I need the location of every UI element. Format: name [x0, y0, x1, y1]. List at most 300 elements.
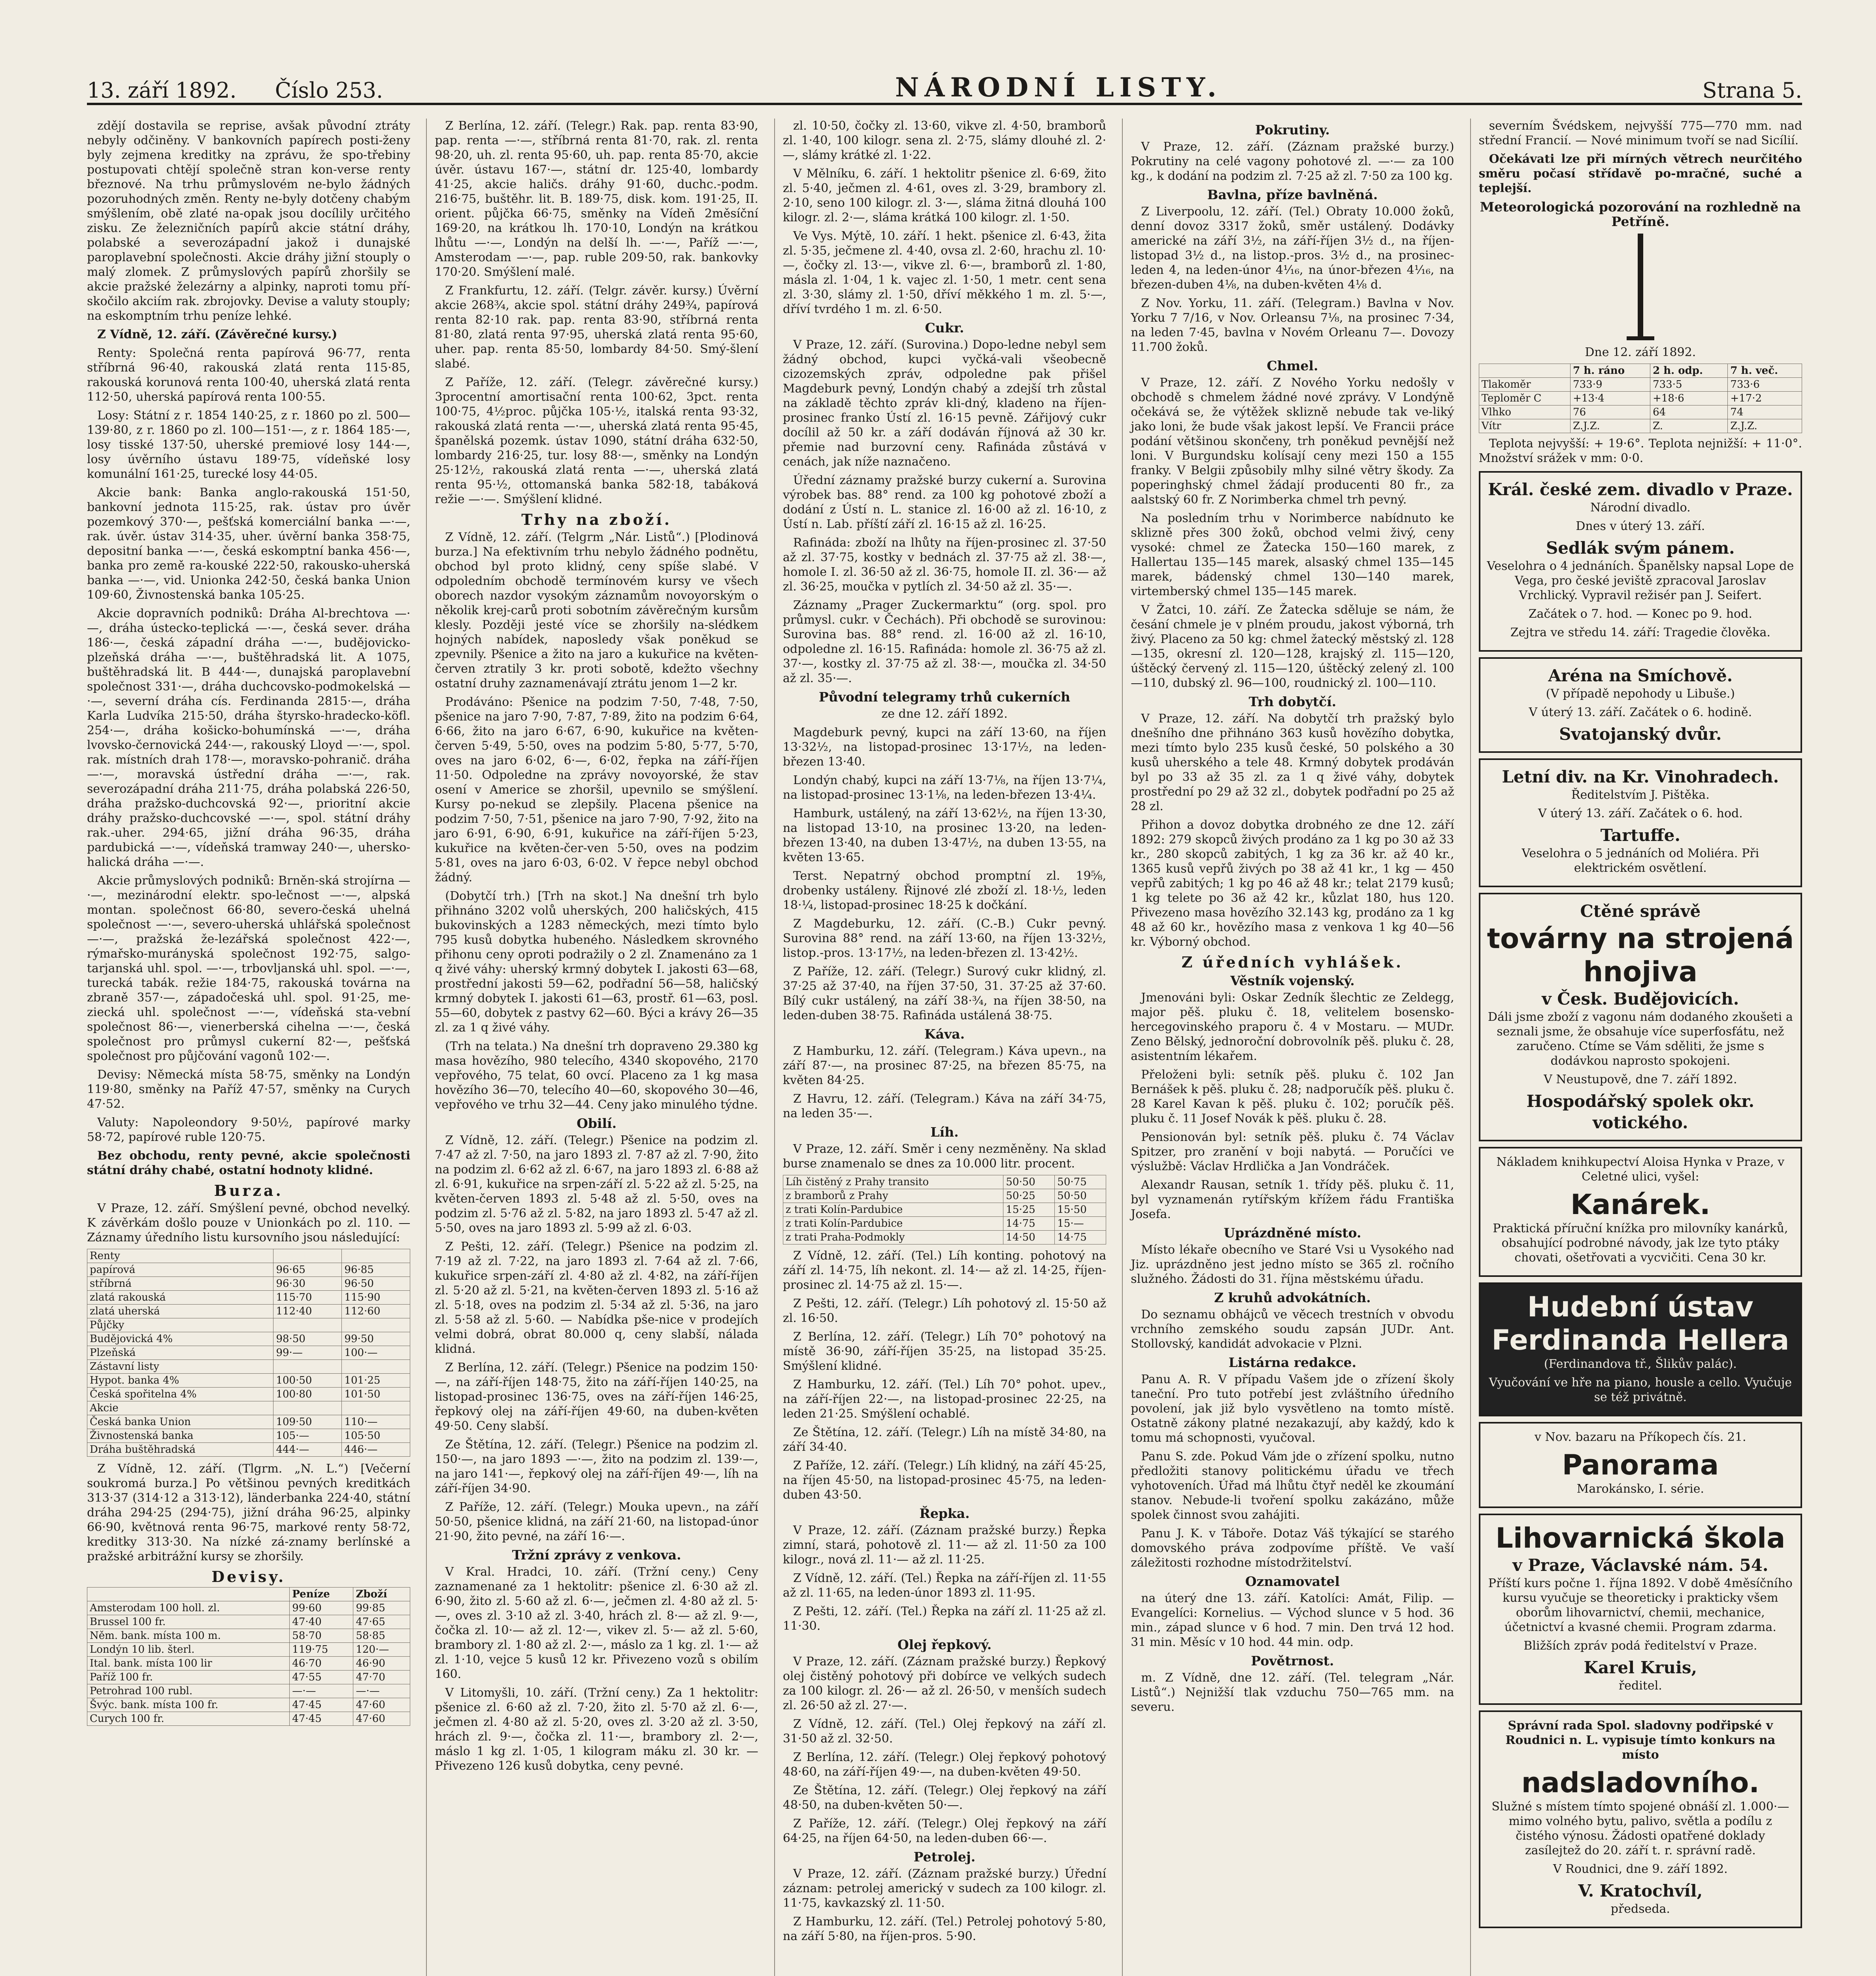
table-row	[87, 1360, 410, 1374]
stock-rates-body	[87, 1249, 410, 1457]
article-paragraph: Renty: Společná renta papírová 96·77, renta stříbrná 96·40, rakouská zlatá renta 115·85, rakouská korunová renta 100·40, uherská zlatá renta 112·50, uherská papírová renta 100·55.	[87, 346, 411, 404]
table-cell: 109·50	[273, 1415, 342, 1429]
article-paragraph: Z Vídně, 12. září. (Tel.) Řepka na září-říjen zl. 11·55 až zl. 11·65, na leden-únor 1893 zl. 11·95.	[782, 1571, 1107, 1600]
article-paragraph: Do seznamu obhájců ve věcech trestních v obvodu vrchního zemského soudu zapsán JUDr. Ant. Stollovský, kandidát advokacie v Plzni.	[1131, 1308, 1454, 1351]
table-cell: 50·50	[1055, 1189, 1106, 1203]
article-paragraph: Z Vídně, 12. září. (Telgrm „Nár. Listů“.) [Plodinová burza.] Na efektivním trhu nebylo žádného podnětu, obchod byl proto klidný, ceny spíše slabé. V odpoledním obchodě termínovém kursy ve všech oborech nazdor vysokým záznamům novoyorským o několik krej-carů proti sobotním závěrečným kursům klesly. Později jesté více se zhoršily na-slédkem hojných nabídek, naposledy však poněkud se zpevnily. Pšenice a žito na jaro a kukuřice na květen-červen ztratily 3 kr. proti sobotě, kdežto všechny ostatní druhy zaznamenávají ztrátu jenom 1—2 kr.	[435, 530, 758, 690]
devisy-table	[87, 1587, 410, 1726]
table-header-cell: Peníze	[290, 1588, 353, 1601]
table-cell: Budějovická 4%	[87, 1332, 273, 1346]
table-row	[87, 1318, 410, 1332]
ad-vinohrady-theatre	[1479, 758, 1802, 887]
table-cell	[273, 1318, 342, 1332]
table-header-cell: Zboží	[353, 1588, 410, 1601]
article-paragraph: Hamburk, ustálený, na září 13·62½, na říjen 13·30, na listopad 13·10, na prosinec 13·20, na leden-březen 13·40, na duben 13·47½, na duben 13·55, na květen 13·65.	[782, 807, 1107, 864]
table-cell: Teploměr C	[1479, 392, 1570, 405]
article-paragraph: severním Švédskem, nejvyšší 775—770 mm. nad střední Francií. — Nové minimum tvoří se nad Sicílií.	[1478, 119, 1802, 147]
weather-table	[1479, 364, 1802, 433]
article-paragraph: V Praze, 12. září. Směr i ceny nezměněny. Na sklad burse znamenalo se dnes za 10.000 litr. procent.	[782, 1142, 1107, 1171]
article-paragraph: Z Vídně, 12. září. (Závěrečné kursy.)	[97, 328, 337, 341]
issue-number: Číslo 253.	[275, 78, 383, 103]
article-paragraph: Alexandr Rausan, setník 1. třídy pěš. pluku č. 11, byl vyznamenán rytířským křížem řádu Františka Josefa.	[1131, 1178, 1454, 1221]
article-paragraph: Panu J. K. v Táboře. Dotaz Váš týkající se starého domovského práva zodpovíme příště. Ve vaší záležitosti rozhodne místodržitelství.	[1131, 1527, 1454, 1570]
ad-text: Praktická příruční knížka pro milovníky kanárků, obsahující podrobné návody, jak lze tyto ptáky chovati, ošetřovati a vycvičiti. Cena 30 kr.	[1493, 1222, 1788, 1265]
table-row	[87, 1415, 410, 1429]
table-cell: Česká banka Union	[87, 1415, 273, 1429]
article-paragraph: Valuty: Napoleondory 9·50½, papírové marky 58·72, papírové ruble 120·75.	[87, 1116, 411, 1144]
article-paragraph: (Dobytčí trh.) [Trh na skot.] Na dnešní trh bylo přihnáno 3202 volů uherských, 200 haličských, 415 bukovinských a 1283 německých, mezi tímto bylo 795 kusů dobytka hubeného. Následkem skrovného přihonu ceny oproti podražily o 2 zl. Znamenáno za 1 q živé váhy: uherský krmný dobytek I. jakosti 63—68, prostřední jakosti 59—62, podřadní 56—58, haličský krmný dobytek I. jakosti 61—63, prostř. 61—63, posl. 55—60, dobytek z pastvy 62—60. Býci a krávy 26—35 zl. za 1 q živé váhy.	[435, 889, 758, 1035]
table-cell: 99·85	[353, 1601, 410, 1615]
ad-headline: Aréna na Smíchově.	[1548, 666, 1733, 685]
article-paragraph: Panu A. R. V případu Vašem jde o zřízení školy taneční. Pro tuto potřebí jest zvláštního úředního povolení, jak již bylo vysvětleno na tomto místě. Ostatně zákony platné nezakazují, aby každý, kdo k tomu má schopnosti, vyučoval.	[1131, 1373, 1454, 1445]
ad-text: (Ferdinandova tř., Šlikův palác).	[1544, 1357, 1737, 1371]
ad-text: V Roudnici, dne 9. září 1892.	[1553, 1862, 1728, 1876]
table-cell	[273, 1360, 342, 1374]
masthead	[87, 67, 1802, 105]
ad-fertilizer-factory	[1479, 893, 1802, 1141]
article-paragraph: m. Z Vídně, dne 12. září. (Tel. telegram „Nár. Listů“.) Nejnižší tlak vzduchu 750—765 mm. na severu.	[1131, 1671, 1454, 1714]
table-row	[1479, 405, 1802, 419]
ad-text: V úterý 13. září. Začátek o 6. hodině.	[1529, 705, 1752, 719]
table-cell	[342, 1318, 410, 1332]
table-cell: Vlhko	[1479, 405, 1570, 419]
article-paragraph: V Litomyšli, 10. září. (Tržní ceny.) Za 1 hektolitr: pšenice zl. 6·60 až zl. 7·20, žito zl. 5·70 až zl. 6·—, ječmen zl. 4·80 až zl. 5·20, oves zl. 3·20 až zl. 3·50, hrách zl. 9·—, čočka zl. 11·—, brambory zl. 2·—, máslo 1 kg zl. 1·05, 1 kilogram máku zl. 30 kr. — Přivezeno 126 kusů dobytka, ceny pevné.	[435, 1686, 758, 1773]
ad-text: v Nov. bazaru na Příkopech čís. 21.	[1535, 1430, 1746, 1444]
table-row	[87, 1443, 410, 1457]
article-paragraph: Jmenováni byli: Oskar Zedník šlechtic ze Zeldegg, major pěš. pluku č. 18, velitelem bosensko-hercegovinského praporu č. 4 v Mostaru. — MUDr. Zeno Bělský, jednoroční dobrovolník pěš. pluku č. 28, asistentním lékařem.	[1131, 991, 1454, 1063]
article-paragraph: Z Paříže, 12. září. (Telegr.) Líh klidný, na září 45·25, na říjen 45·50, na listopad-prosinec 45·75, na leden-duben 43·50.	[782, 1459, 1107, 1502]
table-cell: +13·4	[1571, 392, 1650, 405]
table-cell: 76	[1571, 405, 1650, 419]
table-cell	[342, 1401, 410, 1415]
table-cell: 101·50	[342, 1388, 410, 1401]
table-row	[87, 1305, 410, 1318]
table-row	[87, 1277, 410, 1291]
subsection-heading: Tržní zprávy z venkova.	[512, 1547, 681, 1563]
ad-headline: Letní div. na Kr. Vinohradech.	[1502, 767, 1779, 786]
table-cell: z trati Praha-Podmokly	[783, 1231, 1003, 1244]
table-cell: Švýc. bank. místa 100 fr.	[87, 1698, 290, 1712]
ad-headline-large: továrny na strojená hnojiva	[1487, 922, 1794, 988]
table-row	[1479, 392, 1802, 405]
table-row	[87, 1601, 410, 1615]
table-cell: 100·—	[342, 1346, 410, 1360]
table-row	[87, 1249, 410, 1263]
table-cell: 47·60	[353, 1712, 410, 1726]
ad-text: Veselohra o 4 jednáních. Španělsky napsal Lope de Vega, pro české jeviště zpracoval Jaroslav Vrchlický. Vypravil režisér pan J. Seifert.	[1487, 559, 1794, 602]
table-row	[87, 1401, 410, 1415]
subsection-heading: Povětrnost.	[1251, 1653, 1334, 1669]
ad-text: V Neustupově, dne 7. září 1892.	[1544, 1073, 1737, 1086]
subsection-heading: Káva.	[924, 1026, 965, 1042]
ad-text: Dnes v úterý 13. září.	[1576, 519, 1705, 533]
article-paragraph: V Mělníku, 6. září. 1 hektolitr pšenice zl. 6·69, žito zl. 5·40, ječmen zl. 4·61, oves zl. 3·29, brambory zl. 2·10, seno 100 kilogr. zl. 3·—, sláma žitná dlouhá 100 kilogr. zl. 2·—, sláma krátká 100 kilogr. zl. 1·50.	[782, 167, 1107, 224]
table-cell: stříbrná	[87, 1277, 273, 1291]
table-cell: Z.	[1650, 419, 1728, 433]
table-cell	[342, 1249, 410, 1263]
article-paragraph: Z Hamburku, 12. září. (Tel.) Petrolej pohotový 5·80, na září 5·80, na říjen-pros. 5·90.	[782, 1915, 1107, 1943]
article-paragraph: Losy: Státní z r. 1854 140·25, z r. 1860 po zl. 500—139·80, z r. 1860 po zl. 100—151·—, z r. 1864 185·—, losy tisské 137·50, uherské premiové losy 144·—, losy úvěrního ústavu 189·75, vídeňské losy komunální 161·25, turecké losy 44·05.	[87, 409, 411, 481]
subsection-heading: Z kruhů advokátních.	[1214, 1290, 1371, 1305]
ad-panorama	[1479, 1422, 1802, 1508]
table-row	[87, 1643, 410, 1657]
table-row	[87, 1388, 410, 1401]
ad-play-title: Svatojanský dvůr.	[1559, 724, 1722, 744]
table-cell: 733·6	[1728, 378, 1802, 392]
subsection-heading: Řepka.	[919, 1506, 970, 1521]
table-cell: 47·55	[290, 1671, 353, 1684]
section-heading: Trhy na zboží.	[521, 511, 672, 528]
table-cell: 101·25	[342, 1374, 410, 1388]
table-cell	[273, 1249, 342, 1263]
ad-subtitle: v Česk. Budějovicích.	[1542, 989, 1739, 1009]
article-dateline: ze dne 12. září 1892.	[881, 707, 1008, 721]
ad-music-institute	[1479, 1282, 1802, 1416]
subsection-heading: Olej řepkový.	[897, 1637, 992, 1652]
table-header-row	[87, 1588, 410, 1601]
table-cell: 105·50	[342, 1429, 410, 1443]
table-row	[783, 1189, 1106, 1203]
table-row	[87, 1712, 410, 1726]
column-4	[1122, 119, 1454, 1976]
table-row	[783, 1217, 1106, 1231]
table-cell: 15·—	[1055, 1217, 1106, 1231]
article-paragraph: Z Pešti, 12. září. (Tel.) Řepka na září zl. 11·25 až zl. 11·30.	[782, 1605, 1107, 1633]
article-paragraph: Londýn chabý, kupci na září 13·7⅛, na říjen 13·7¼, na listopad-prosinec 13·1⅛, na leden-březen 13·4¼.	[782, 773, 1107, 802]
table-cell: 98·50	[273, 1332, 342, 1346]
table-cell: 47·40	[290, 1615, 353, 1629]
subsection-heading: Listárna redakce.	[1228, 1355, 1357, 1370]
article-paragraph: Z Frankfurtu, 12. září. (Telgr. závěr. kursy.) Úvěrní akcie 268¾, akcie spol. státní dráhy 249¾, papírová renta 82·10 rak. pap. renta 83·90, stříbrná renta 81·80, zlatá renta 97·95, uherská zlatá renta 95·60, uher. pap. renta 85·50, lombardy 84·50. Smý-šlení slabé.	[435, 284, 758, 371]
ad-text: Ředitelstvím J. Pištěka.	[1571, 788, 1710, 802]
article-paragraph: Z Pešti, 12. září. (Telegr.) Pšenice na podzim zl. 7·19 až zl. 7·22, na jaro 1893 zl. 7·64 až zl. 7·66, kukuřice srpen-září zl. 4·80 až zl. 4·82, na září-říjen zl. 5·20 až zl. 5·21, na květen-červen 1893 zl. 5·16 až zl. 5·18, oves na podzim zl. 5·34 až zl. 5·36, na jaro zl. 5·58 až zl. 5·60. — Nabídka pše-nice v prodejích velmi dobrá, obrat 80.000 q, ceny slabší, nálada klidná.	[435, 1240, 758, 1356]
ad-headline-large: nadsladovního.	[1521, 1767, 1759, 1799]
table-cell: 50·75	[1055, 1175, 1106, 1189]
article-paragraph: V Praze, 12. září. (Záznam pražské burzy.) Úřední záznam: petrolej americký v sudech za 100 kilogr. zl. 11·75, kavkazský zl. 11·50.	[782, 1867, 1107, 1910]
table-cell: 46·70	[290, 1657, 353, 1671]
table-row	[1479, 419, 1802, 433]
column-3	[774, 119, 1106, 1976]
ad-signature: V. Kratochvíl,	[1578, 1881, 1703, 1901]
article-paragraph: V Praze, 12. září. Smýšlení pevné, obchod nevelký. K závěrkám došlo pouze v Unionkách po zl. 110. — Záznamy úředního listu kursovního jsou následující:	[87, 1201, 411, 1244]
table-cell: 733·9	[1571, 378, 1650, 392]
table-cell: Z.J.Z.	[1728, 419, 1802, 433]
article-paragraph: Z Paříže, 12. září. (Telegr.) Mouka upevn., na září 50·50, pšenice klidná, na září 21·60, na listopad-únor 21·90, žito pevné, na září 16·—.	[435, 1500, 758, 1543]
table-cell: 446·—	[342, 1443, 410, 1457]
table-cell: 14·75	[1055, 1231, 1106, 1244]
subsection-heading: Chmel.	[1267, 358, 1318, 373]
ad-text: Vyučování ve hře na piano, housle a cello. Vyučuje se též privátně.	[1489, 1376, 1792, 1404]
table-cell: Amsterodam 100 holl. zl.	[87, 1601, 290, 1615]
column-2	[426, 119, 758, 1976]
table-header-row	[1479, 364, 1802, 378]
ad-malthouse-competition	[1479, 1710, 1802, 1928]
table-cell	[273, 1401, 342, 1415]
spirits-body	[783, 1175, 1106, 1244]
table-row	[87, 1346, 410, 1360]
table-cell: Renty	[87, 1249, 273, 1263]
table-cell: Paříž 100 fr.	[87, 1671, 290, 1684]
article-paragraph: Z Paříže, 12. září. (Telegr.) Surový cukr klidný, zl. 37·25 až 37·40, na říjen 37·50, 31. 37·25 až 37·60. Bílý cukr ustálený, na září 38·¾, na říjen 38·50, na leden-duben 38·75. Rafináda ustálená 38·75.	[782, 965, 1107, 1022]
ad-subtitle: Národní divadlo.	[1590, 501, 1691, 515]
section-heading: Z úředních vyhlášek.	[1181, 953, 1404, 971]
table-cell	[342, 1360, 410, 1374]
ad-text: Bližších zpráv podá ředitelství v Praze.	[1523, 1639, 1757, 1653]
table-row	[87, 1615, 410, 1629]
table-cell: 96·50	[342, 1277, 410, 1291]
ad-text: V úterý 13. září. Začátek o 6. hod.	[1538, 807, 1743, 820]
table-cell: 112·40	[273, 1305, 342, 1318]
table-cell: Ital. bank. místa 100 lir	[87, 1657, 290, 1671]
table-cell: z bramborů z Prahy	[783, 1189, 1003, 1203]
article-paragraph: Na posledním trhu v Norimberce nabídnuto ke sklizně přes 300 žoků, obchod velmi živý, ceny vysoké: chmel ze Žatecka 150—160 marek, z Hallertau 135—145 marek, alsaský chmel 135—145 marek, bádenský chmel 130—140 marek, virtemberský chmel 135—145 marek.	[1131, 511, 1454, 598]
section-heading: Devisy.	[211, 1568, 286, 1586]
subsection-heading: Meteorologická pozorování na rozhledně na Petříně.	[1480, 199, 1801, 229]
article-paragraph: Magdeburk pevný, kupci na září 13·60, na říjen 13·32½, na listopad-prosinec 13·17½, na leden-březen 13·40.	[782, 726, 1107, 769]
subsection-heading: Uprázdněné místo.	[1224, 1225, 1361, 1241]
table-cell: 100·80	[273, 1388, 342, 1401]
table-row	[783, 1231, 1106, 1244]
ad-signature: Karel Kruis,	[1584, 1658, 1697, 1677]
stock-rates-table	[87, 1249, 410, 1457]
ad-text: Nákladem knihkupectví Aloisa Hynka v Praze, v Celetné ulici, vyšel:	[1496, 1155, 1785, 1184]
columns	[87, 119, 1802, 1976]
article-paragraph: Z Vídně, 12. září. (Telegr.) Pšenice na podzim zl. 7·47 až zl. 7·50, na jaro 1893 zl. 7·87 až zl. 7·90, žito na podzim zl. 6·62 až zl. 6·67, na jaro 1893 zl. 6·88 až zl. 6·91, kukuřice na srpen-září zl. 5·22 až zl. 5·25, na květen-červen 1893 zl. 5·48 až zl. 5·50, oves na podzim zl. 5·76 až zl. 5·82, na jaro 1893 zl. 5·47 až zl. 5·50, oves na jaro 1893 zl. 5·99 až zl. 6·03.	[435, 1133, 758, 1235]
ad-kanarek-book	[1479, 1147, 1802, 1277]
ad-text: Dáli jsme zboží z vagonu nám dodaného zkoušeti a seznali jsme, že obsahuje více superfosfátu, než zaručeno. Ctíme se Vám sděliti, že jsme s dodávkou naprosto spokojeni.	[1488, 1010, 1793, 1068]
ad-headline-large: Panorama	[1562, 1449, 1719, 1481]
article-paragraph: Očekávati lze při mírných větrech neurčitého směru počasí střídavě po-mračné, suché a teplejší.	[1478, 152, 1802, 195]
table-cell: 96·65	[273, 1263, 342, 1277]
article-paragraph: Z Vídně, 12. září. (Tlgrm. „N. L.“) [Večerní soukromá burza.] Po většinou pevných kreditkách 313·37 (314·12 a 313·12), länderbanka 224·40, státní dráha 294·25 (294·75), jižní dráha 96·25, alpinky 66·90, květnová renta 96·75, markové renty 58·72, kreditky 313·30. Na nízké zá-znamy berlínské a pražské arbitrážní kursy se zhoršily.	[87, 1462, 411, 1563]
article-paragraph: Úřední záznamy pražské burzy cukerní a. Surovina výrobek bas. 88° rend. za 100 kg pohotové zboží a dodání z Ústí n. L. stanice zl. 16·00 až zl. 16·10, z Ústí n. Lab. příští září zl. 16·15 až zl. 16·25.	[782, 473, 1107, 531]
article-paragraph: Akcie průmyslových podniků: Brněn-ská strojírna —·—, mezinárodní elektr. spo-lečnost —·—, alpská montan. společnost 66·80, severo-česká uhelná společnost —·—, severo-uherská uhlářská společnost —·—, pražská že-lezářská společnost 422·—, rýmařsko-murányská společnost 192·75, salgo-tarjanská uhl. spol. —·—, trbovljanská uhl. spol. —·—, turecká tabák. režie 184·75, rakouská továrna na zbraně 357·—, západočeská uhl. spol. 91·25, me-ziecká uhl. společnost —·—, vídeňská sta-vební společnost 86·—, vienerberská cihelna —·—, česká společnost pro průmysl cukerní 82·—, pešťská společnost pro půjčování vagonů 102·—.	[87, 874, 411, 1063]
article-paragraph: Pensionován byl: setník pěš. pluku č. 74 Václav Spitzer, pro zranění v boji nabytá. — Poručíci ve výslužbě: Václav Hrdlička a Jan Vondráček.	[1131, 1130, 1454, 1173]
table-cell: Živnostenská banka	[87, 1429, 273, 1443]
table-cell: z trati Kolín-Pardubice	[783, 1217, 1003, 1231]
article-paragraph: Z Hamburku, 12. září. (Telegram.) Káva upevn., na září 87·—, na prosinec 87·25, na březen 85·75, na květen 84·25.	[782, 1044, 1107, 1087]
weather-body	[1479, 378, 1802, 433]
table-cell: 50·25	[1003, 1189, 1055, 1203]
table-cell: Akcie	[87, 1401, 273, 1415]
article-paragraph: V Praze, 12. září. Z Nového Yorku nedošly v obchodě s chmelem žádné nové zprávy. V Londýně očekává se, že výtěžek sklizně nebude tak ve-liký jako loni, že bude však jakost lepší. Ve Francii práce podání většinou skončeny, trh poněkud pevnější než loni. V Burgundsku kolísají ceny mezi 150 a 155 franky. V Belgii způsobily mlhy silné větry škody. Za poperinghský chmel žádají producenti 80 fr., za aalstský 60 fr. Z Norimberka chmel trh pevný.	[1131, 376, 1454, 507]
ad-national-theatre	[1479, 471, 1802, 652]
subsection-heading: Líh.	[930, 1124, 959, 1140]
section-heading: Burza.	[214, 1182, 283, 1199]
subsection-heading: Cukr.	[925, 320, 964, 336]
table-cell: zlatá uherská	[87, 1305, 273, 1318]
ad-text: (V případě nepohody u Libuše.)	[1546, 687, 1735, 701]
article-paragraph: V Kral. Hradci, 10. září. (Tržní ceny.) Ceny zaznamenané za 1 hektolitr: pšenice zl. 6·30 až zl. 6·90, žito zl. 5·60 až zl. 6·—, ječmen zl. 4·80 až zl. 5·—, oves zl. 3·10 až zl. 3·40, hrách zl. 8·— až zl. 9·—, čočka zl. 10·— až zl. 12·—, vikev zl. 5·— až zl. 5·60, brambory zl. 1·80 až zl. 2·—, máslo za 1 kg. zl. 1·— až zl. 1·10, vejce 5 kusů 12 kr. Přivezeno vozů s obilím 160.	[435, 1565, 758, 1681]
table-header-cell: 2 h. odp.	[1650, 364, 1728, 378]
article-paragraph: Ve Vys. Mýtě, 10. září. 1 hekt. pšenice zl. 6·43, žita zl. 5·35, ječmene zl. 4·40, ovsa zl. 2·60, hrachu zl. 10·—, čočky zl. 13·—, vikve zl. 6·—, bramborů zl. 1·80, másla zl. 1·04, 1 k. vajec zl. 1·50, 1 metr. cent sena zl. 3·30, slámy zl. 1·50, dříví měkkého 1 m. zl. 5·—, dříví tvrdého 1 m. zl. 6·50.	[782, 229, 1107, 316]
table-cell: 96·30	[273, 1277, 342, 1291]
table-cell: Vítr	[1479, 419, 1570, 433]
table-cell: 99·50	[342, 1332, 410, 1346]
article-paragraph: Ze Štětína, 12. září. (Telegr.) Olej řepkový na září 48·50, na duben-květen 50·—.	[782, 1784, 1107, 1812]
table-cell: Líh čistěný z Prahy transito	[783, 1175, 1003, 1189]
table-cell: 105·—	[273, 1429, 342, 1443]
ad-signature: Hospodářský spolek okr. votického.	[1526, 1092, 1755, 1132]
article-paragraph: Přeloženi byli: setník pěš. pluku č. 102 Jan Bernášek k pěš. pluku č. 28; nadporučík pěš. pluku č. 28 Karel Kavan k pěš. pluku č. 102; poručík pěš. pluku č. 11 Josef Novák k pěš. pluku č. 28.	[1131, 1068, 1454, 1126]
table-cell: Něm. bank. místa 100 m.	[87, 1629, 290, 1643]
table-cell: Plzeňská	[87, 1346, 273, 1360]
subsection-heading: Trh dobytčí.	[1248, 694, 1337, 709]
table-cell: 115·90	[342, 1291, 410, 1305]
article-paragraph: Prodáváno: Pšenice na podzim 7·50, 7·48, 7·50, pšenice na jaro 7·90, 7·87, 7·89, žito na podzim 6·64, 6·66, žito na jaro 6·67, 6·90, kukuřice na květen-červen 5·49, 5·50, oves na podzim 5·80, 5·77, 5·70, oves na jaro 6·02, 6·—, 6·02, řepka na září-říjen 11·50. Odpoledne na zprávy novoyorské, že stav osení v Americe se zhoršil, upevnilo se smýšlení. Kursy po-nekud se zlepšily. Placena pšenice na podzim 7·50, 7·51, pšenice na jaro 7·90, 7·92, žito na jaro 6·91, 6·90, 6·91, kukuřice na září-říjen 5·23, kukuřice na květen-čer-ven 5·50, oves na podzim 5·81, oves na jaro 6·03, 6·02. V řepce nebyl obchod žádný.	[435, 695, 758, 884]
ad-headline-large: Lihovarnická škola	[1495, 1522, 1785, 1554]
article-paragraph: Z Berlína, 12. září. (Telegr.) Rak. pap. renta 83·90, pap. renta —·—, stříbrná renta 81·70, rak. zl. renta 98·20, uh. zl. renta 95·60, uh. pap. renta 85·70, akcie úvěr. ústavu 167·—, státní dr. 125·40, lombardy 41·25, akcie haličs. dráhy 91·60, duchc.-podm. 216·75, buštěhr. lit. B. 189·75, disk. kom. 191·25, II. orient. půjčka 66·75, směnky na Vídeň 2měsíční 169·20, na krátkou lh. 170·10, Londýn na krátkou lhůtu —·—, Londýn na delší lh. —·—, Paříž —·—, Amsterodam —·—, pap. ruble 209·50, rak. bankovky 170·20. Smýšlení malé.	[435, 119, 758, 279]
ad-text: Příští kurs počne 1. října 1892. V době 4měsíčního kursu vyučuje se theoreticky i prakticky všem oborům lihovarnictví, chemii, mechanice, účetnictví a kvasné chemii. Program zdarma.	[1488, 1576, 1793, 1634]
petrin-tower-icon	[1627, 234, 1654, 340]
article-paragraph: Místo lékaře obecního ve Staré Vsi u Vysokého nad Jiz. uprázdněno jest jedno místo se 365 zl. ročního služného. Žádosti do 31. října městskému úřadu.	[1131, 1243, 1454, 1286]
ad-text: předseda.	[1610, 1902, 1670, 1916]
table-cell: 50·50	[1003, 1175, 1055, 1189]
ad-subtitle: v Praze, Václavské nám. 54.	[1512, 1556, 1769, 1575]
subsection-heading: Věstník vojenský.	[1230, 973, 1355, 988]
ad-text: Veselohra o 5 jednáních od Moliéra. Při elektrickém osvětlení.	[1522, 847, 1759, 875]
table-cell: +17·2	[1728, 392, 1802, 405]
table-row	[783, 1203, 1106, 1217]
article-paragraph: Z Paříže, 12. září. (Telegr. závěrečné kursy.) 3procentní amortisační renta 100·62, 3pct. renta 100·75, 4½proc. půjčka 105·½, italská renta 93·32, rakouská zlatá renta —·—, uherská zlatá renta 95·45, španělská pozemk. ústav 1090, státní dráha 632·50, lombardy 216·25, tur. losy 88·—, směnky na Londýn 25·12½, rakouská zlatá renta —·—, uherská zlatá renta 95·½, ottomanská banka 582·18, tabáková režie —·—. Smýšlení klidné.	[435, 375, 758, 506]
ad-text: ředitel.	[1618, 1679, 1662, 1693]
table-cell: 15·25	[1003, 1203, 1055, 1217]
article-paragraph: Z Hamburku, 12. září. (Tel.) Líh 70° pohot. upev., na září-říjen 22·—, na listopad-prosinec 22·25, na leden 21·25. Smýšlení ochablé.	[782, 1378, 1107, 1421]
table-cell: 110·—	[342, 1415, 410, 1429]
article-paragraph: Z Havru, 12. září. (Telegram.) Káva na září 34·75, na leden 35·—.	[782, 1092, 1107, 1120]
table-cell: 64	[1650, 405, 1728, 419]
subsection-heading: Bavlna, příze bavlněná.	[1207, 187, 1378, 202]
spirits-table	[783, 1175, 1106, 1244]
table-cell: 74	[1728, 405, 1802, 419]
article-paragraph: Ze Štětína, 12. září. (Telegr.) Pšenice na podzim zl. 150·—, na jaro 1893 —·—, žito na podzim zl. 139·—, na jaro 141·—, řepkový olej na září-říjen 49·—, líh na září-říjen 34·90.	[435, 1438, 758, 1495]
ad-text: Správní rada Spol. sladovny podřipské v Roudnici n. L. vypisuje tímto konkurs na místo	[1505, 1719, 1776, 1762]
article-paragraph: na úterý dne 13. září. Katolíci: Amát, Filip. — Evangelíci: Kornelius. — Východ slunce v 5 hod. 36 min., západ slunce v 6 hod. 7 min. Den trvá 12 hod. 31 min. Měsíc v 10 hod. 44 min. odp.	[1131, 1591, 1454, 1649]
table-cell: z trati Kolín-Pardubice	[783, 1203, 1003, 1217]
table-row	[1479, 378, 1802, 392]
ad-arena-smichov	[1479, 657, 1802, 753]
article-paragraph: Z Liverpoolu, 12. září. (Tel.) Obraty 10.000 žoků, denní dovoz 3317 žoků, směr ustálený. Dodávky americké na září 3½, na září-říjen 3½ d., na říjen-listopad 3½ d., na listop.-pros. 3½ d., na prosinec-leden 4, na leden-únor 4⅟₁₆, na únor-březen 4⅟₁₆, na březen-duben 4⅛, na duben-květen 4⅛ d.	[1131, 205, 1454, 292]
article-paragraph: V Žatci, 10. září. Ze Žatecka sděluje se nám, že česání chmele je v plném proudu, jakost výborná, trh živý. Placeno za 50 kg: chmel žatecký městský zl. 128—135, okresní zl. 120—128, krajský zl. 115—120, úštěcký červený zl. 115—120, úštěcký zelený zl. 100—110, dubský zl. 96—100, roudnický zl. 100—110.	[1131, 603, 1454, 690]
article-paragraph: Z Vídně, 12. září. (Tel.) Líh konting. pohotový na září zl. 14·75, líh nekont. zl. 14·— až zl. 14·25, říjen-prosinec zl. 14·75 až zl. 15·—.	[782, 1249, 1107, 1292]
article-paragraph: zdějí dostavila se reprise, avšak původní ztráty nebyly odčiněny. V bankovních papírech posti-ženy byly zejmena kreditky na zprávu, že spo-třebiny postupovati chtějí společně stran kon-verse renty březnové. Na trhu průmyslovém ne-bylo žádných pozoruhodných změn. Renty ne-byly dotčeny chabým smýšlením, obě zlaté na-opak jsou docílily určitého zisku. Ze železničních papírů akcie státní dráhy, polabské a severozápadní jakož i dunajské paroplavební společnosti. Akcie dráhy jižní stouply o malý zlomek. Z průmyslových papírů zhoršily se akcie pražské železárny a alpinky, naproti tomu pří-skočilo akciím rak. zbrojovky. Devise a valuty stouply; na eskomptním trhu peníze lehké.	[87, 119, 411, 323]
table-header-cell: 7 h. ráno	[1571, 364, 1650, 378]
table-cell: 15·50	[1055, 1203, 1106, 1217]
article-paragraph: Z Paříže, 12. září. (Telegr.) Olej řepkový na září 64·25, na říjen 64·50, na leden-duben 66·—.	[782, 1817, 1107, 1845]
table-cell: 115·70	[273, 1291, 342, 1305]
table-cell: 14·75	[1003, 1217, 1055, 1231]
table-cell: 120·—	[353, 1643, 410, 1657]
table-cell: 444·—	[273, 1443, 342, 1457]
table-row	[87, 1698, 410, 1712]
table-row	[87, 1684, 410, 1698]
table-header-cell	[1479, 364, 1570, 378]
table-cell: Curych 100 fr.	[87, 1712, 290, 1726]
article-paragraph: V Praze, 12. září. Na dobytčí trh pražský bylo dnešního dne přihnáno 363 kusů hovězího dobytka, mezi tímto bylo 235 kusů české, 50 polského a 30 kusů uherského a tele 48. Krmný dobytek prodáván byl po 33 až 35 zl. za 1 q živé váhy, dobytek prostřední po 29 až 32 zl., dobytek podřadní po 25 až 28 zl.	[1131, 712, 1454, 813]
table-row	[87, 1263, 410, 1277]
page-number: Strana 5.	[1702, 78, 1802, 103]
table-cell: 47·70	[353, 1671, 410, 1684]
table-row	[87, 1429, 410, 1443]
table-cell: —·—	[290, 1684, 353, 1698]
article-paragraph: Bez obchodu, renty pevné, akcie společnosti státní dráhy chabé, ostatní hodnoty klidné.	[87, 1149, 411, 1177]
table-header-cell: 7 h. več.	[1728, 364, 1802, 378]
article-paragraph: Z Berlína, 12. září. (Telegr.) Líh 70° pohotový na místě 36·90, září-říjen 35·25, na listopad 35·25. Smýšlení klidné.	[782, 1330, 1107, 1373]
article-paragraph: Z Vídně, 12. září. (Tel.) Olej řepkový na září zl. 31·50 až zl. 32·50.	[782, 1717, 1107, 1746]
article-paragraph: V Praze, 12. září. (Záznam pražské burzy.) Řepka zimní, stará, pohotově zl. 11·— až zl. 11·50 za 100 kilogr., nová zl. 11·— až zl. 11·25.	[782, 1523, 1107, 1567]
article-paragraph: Záznamy „Prager Zuckermarktu“ (org. spol. pro průmysl. cukr. v Čechách). Při obchodě se surovinou: Surovina bas. 88° rend. zl. 16·00 až zl. 16·10, odpoledne zl. 16·15. Rafináda: homole zl. 36·75 až zl. 37·—, kostky zl. 37·75 až zl. 38·—, moučka zl. 34·50 až zl. 35·—.	[782, 598, 1107, 685]
table-cell: Tlakoměr	[1479, 378, 1570, 392]
table-cell: 46·90	[353, 1657, 410, 1671]
ad-text: Zejtra ve středu 14. září: Tragedie člověka.	[1510, 626, 1770, 639]
article-paragraph: Přihon a dovoz dobytka drobného ze dne 12. září 1892: 279 skopců živých prodáno za 1 kg po 30 až 33 kr., 280 skopců zabitých, 1 kg za 36 kr. až 40 kr., 1365 kusů vepřů živých po 38 až 41 kr., 1 kg — 450 vepřů zabitých; 1 kg po 46 až 48 kr.; telat 2179 kusů; 1 kg telete po 36 až 42 kr., kůzlat 180, hus 120. Přivezeno masa hovězího 32.143 kg, prodáno za 1 kg 48 až 60 kr., hovězího masa z venkova 1 kg 40—56 kr. Výborný obchod.	[1131, 818, 1454, 949]
article-paragraph: Panu S. zde. Pokud Vám jde o zřízení spolku, nutno předložiti stanovy politickému úřadu ve třech vyhotoveních. Úřad má lhůtu čtyř neděl ke zkoumání stanov. Nebude-li tvoření spolku zakázáno, může spolek činnost svou zahájiti.	[1131, 1450, 1454, 1522]
table-cell: 47·45	[290, 1698, 353, 1712]
table-header-cell	[87, 1588, 290, 1601]
table-cell: 119·75	[290, 1643, 353, 1657]
table-cell: 96·85	[342, 1263, 410, 1277]
article-paragraph: Devisy: Německá místa 58·75, směnky na Londýn 119·80, směnky na Paříž 47·57, směnky na Curych 47·52.	[87, 1068, 411, 1111]
subsection-heading: Obilí.	[577, 1116, 617, 1131]
ad-play-title: Sedlák svým pánem.	[1546, 538, 1735, 558]
table-cell: 14·50	[1003, 1231, 1055, 1244]
table-cell: Dráha buštěhradská	[87, 1443, 273, 1457]
table-cell: 99·60	[290, 1601, 353, 1615]
table-cell: 58·85	[353, 1629, 410, 1643]
ad-headline-large: Hudební ústav	[1527, 1291, 1753, 1323]
table-cell: 47·65	[353, 1615, 410, 1629]
table-cell: Česká spořitelna 4%	[87, 1388, 273, 1401]
ad-text: Služné s místem tímto spojené obnáší zl. 1.000·— mimo volného bytu, palivo, světla a podílu z čistého výnosu. Žádosti opatřené doklady zasílejtež do 20. září t. r. správní radě.	[1491, 1800, 1789, 1857]
ad-headline: Král. české zem. divadlo v Praze.	[1488, 480, 1793, 499]
table-cell: Petrohrad 100 rubl.	[87, 1684, 290, 1698]
article-paragraph: zl. 10·50, čočky zl. 13·60, vikve zl. 4·50, bramborů zl. 1·40, 100 kilogr. sena zl. 2·75, slámy dlouhé zl. 2·—, slámy krátké zl. 1·22.	[782, 119, 1107, 162]
devisy-body	[87, 1601, 410, 1726]
issue-date: 13. září 1892.	[87, 78, 237, 103]
ad-text: Marokánsko, I. série.	[1576, 1482, 1704, 1496]
table-cell: Londýn 10 lib. šterl.	[87, 1643, 290, 1657]
table-cell: —·—	[353, 1684, 410, 1698]
table-row	[87, 1671, 410, 1684]
article-paragraph: Z Nov. Yorku, 11. září. (Telegram.) Bavlna v Nov. Yorku 7 7/16, v Nov. Orleansu 7⅛, na prosinec 7·34, na leden 7·45, bavlna v Novém Orleanu 7—. Dovozy 11.700 žoků.	[1131, 296, 1454, 354]
table-cell: +18·6	[1650, 392, 1728, 405]
table-cell: 100·50	[273, 1374, 342, 1388]
table-row	[783, 1175, 1106, 1189]
subsection-heading: Pokrutiny.	[1255, 122, 1330, 138]
article-paragraph: Akcie bank: Banka anglo-rakouská 151·50, bankovní jednota 115·25, rak. ústav pro úvěr pozemkový 370·—, pešťská komerciální banka —·—, rak. úvěr. ústav 314·35, uher. úvěrní banka 358·75, depositní banka —·—, česká eskomptní banka 456·—, banka pro země ra-kouské 222·50, rakousko-uherská banka —·—, vid. Unionka 242·50, česká banka Union 109·60, Živnostenská banka 105·25.	[87, 486, 411, 602]
table-cell: 112·60	[342, 1305, 410, 1318]
article-paragraph: Akcie dopravních podniků: Dráha Al-brechtova —·—, dráha ústecko-teplická —·—, česká sever. dráha 186·—, česká západní dráha —·—, budějovicko-plzeňská dráha —·—, buštěhradská lit. A 1075, buštěhradská lit. B 444·—, dunajská paroplavební společnost 331·—, dráha duchcovsko-podmokelská —·—, severní dráha cís. Ferdinanda 2815·—, dráha Karla Ludvíka 215·50, dráha štyrsko-hradecko-köfl. 254·—, dráha košicko-bohumínská —·—, dráha lvovsko-černovická 244·—, rakouský Lloyd —·—, spol. rak. místních drah 178·—, moravsko-pohranič. dráha —·—, moravská ústřední dráha —·—, rak. severozápadní dráha 211·75, dráha polabská 226·50, dráha pražsko-duchcovská 92·—, prioritní akcie dráhy pražsko-duchcovské —·—, spol. státní dráhy rak.-uher. 294·65, jižní dráha 96·35, dráha pardubická —·—, vídeňská tramway 240·—, uhersko-halická dráha —·—.	[87, 607, 411, 869]
table-row	[87, 1657, 410, 1671]
subsection-heading: Původní telegramy trhů cukerních	[818, 689, 1071, 705]
table-cell: 47·45	[290, 1712, 353, 1726]
article-dateline: Dne 12. září 1892.	[1585, 345, 1696, 359]
article-paragraph: Z Magdeburku, 12. září. (C.-B.) Cukr pevný. Surovina 88° rend. na září 13·60, na říjen 13·32½, listop.-pros. 13·17½, na leden-březen zl. 13·42½.	[782, 917, 1107, 960]
table-row	[87, 1374, 410, 1388]
table-cell: 733·5	[1650, 378, 1728, 392]
table-cell: papírová	[87, 1263, 273, 1277]
article-paragraph: V Praze, 12. září. (Surovina.) Dopo-ledne nebyl sem žádný obchod, kupci vyčká-vali všeobecně cizozemských zpráv, odpoledne pak přišel Magdeburk pevný, Londýn chabý a zdejší trh zůstal na základě těchto zpráv kli-dný, kladeno na říjen-prosinec franko Ústí zl. 16·15 pevně. Zářijový cukr docílil až 50 kr. a září dodáván říjnová až 30 kr. přemie nad burzovní ceny. Rafináda zůstává v cenách, jak níže naznačeno.	[782, 338, 1107, 469]
ad-distillery-school	[1479, 1514, 1802, 1705]
table-cell: 47·60	[353, 1698, 410, 1712]
table-row	[87, 1629, 410, 1643]
masthead-left	[87, 78, 415, 103]
article-paragraph: Ze Štětína, 12. září. (Telegr.) Líh na místě 34·80, na září 34·40.	[782, 1425, 1107, 1454]
article-paragraph: Z Pešti, 12. září. (Telegr.) Líh pohotový zl. 15·50 až zl. 16·50.	[782, 1297, 1107, 1325]
table-cell: zlatá rakouská	[87, 1291, 273, 1305]
ad-headline-large: Ferdinanda Hellera	[1491, 1324, 1789, 1356]
article-paragraph: Teplota nejvyšší: + 19·6°. Teplota nejnižší: + 11·0°. Množství srážek v mm: 0·0.	[1478, 437, 1802, 465]
